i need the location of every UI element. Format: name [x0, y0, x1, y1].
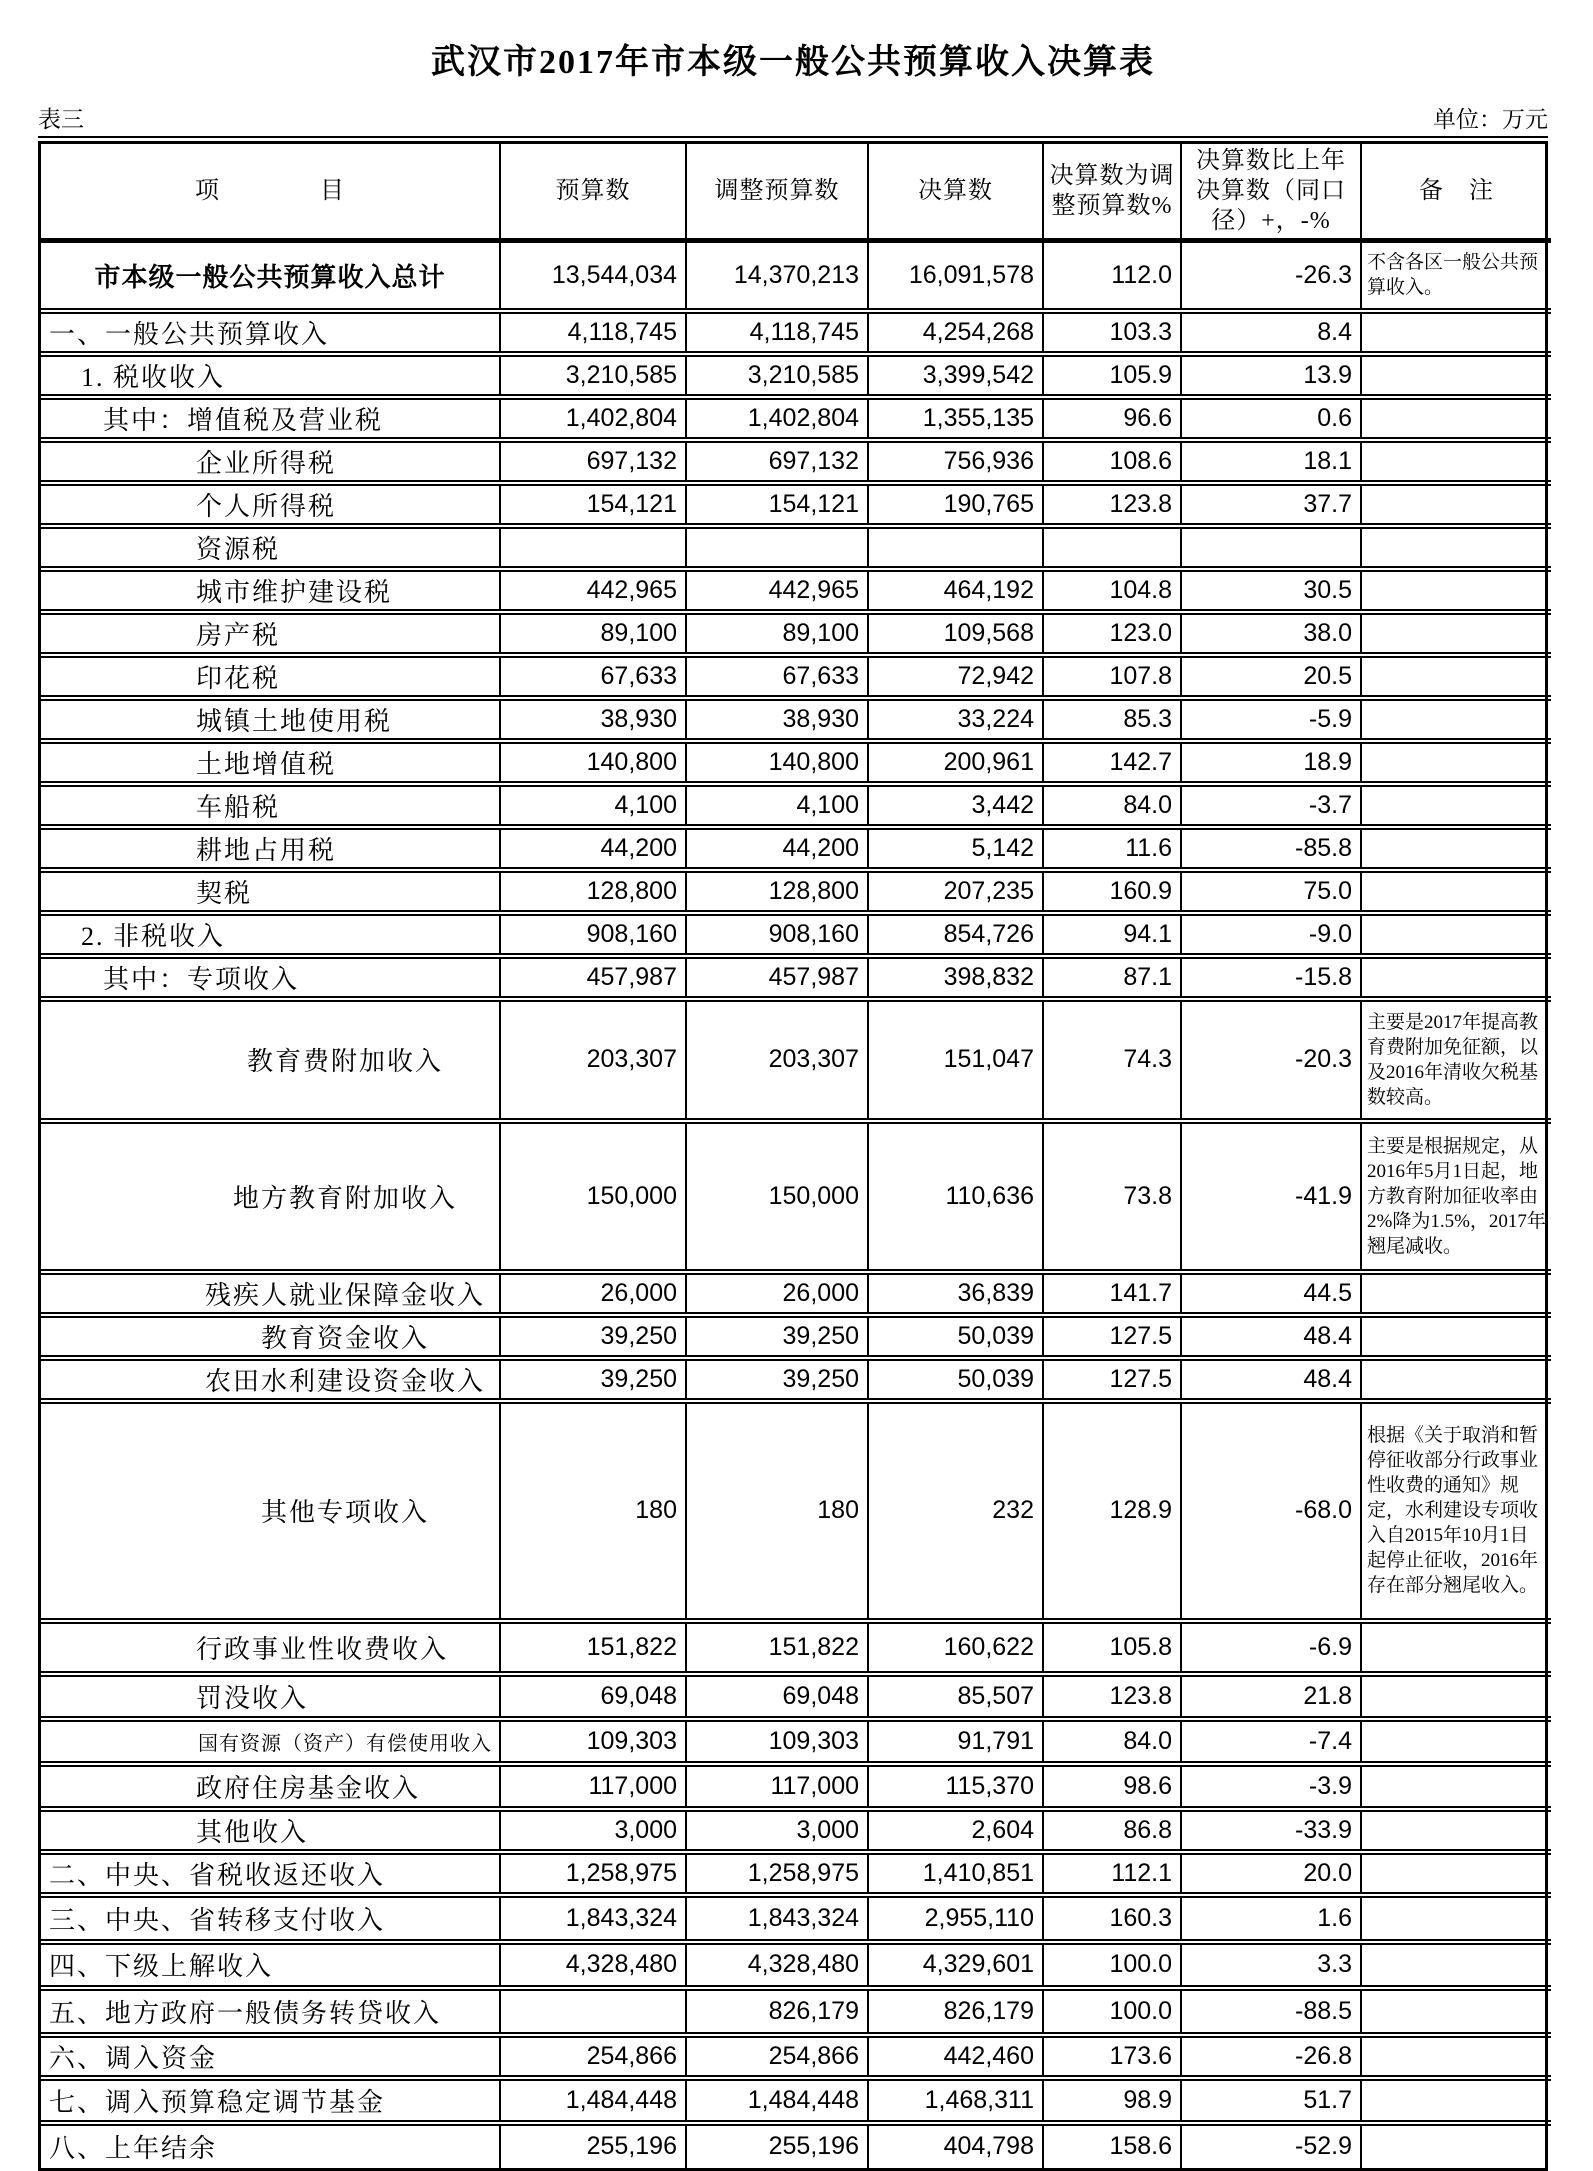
final-cell: 50,039 [868, 1315, 1043, 1358]
adjusted-budget-cell: 4,118,745 [686, 311, 868, 354]
adjusted-budget-cell: 117,000 [686, 1764, 868, 1809]
remark-cell [1361, 1852, 1551, 1895]
final-cell: 854,726 [868, 913, 1043, 956]
yoy-cell: -20.3 [1181, 999, 1361, 1121]
final-cell: 5,142 [868, 827, 1043, 870]
item-cell: 个人所得税 [41, 483, 500, 526]
final-cell: 404,798 [868, 2123, 1043, 2168]
remark-cell [1361, 1315, 1551, 1358]
final-cell: 91,791 [868, 1719, 1043, 1764]
final-cell: 464,192 [868, 569, 1043, 612]
table-row [41, 569, 1551, 612]
item-cell: 城镇土地使用税 [41, 698, 500, 741]
item-cell: 耕地占用税 [41, 827, 500, 870]
remark-cell [1361, 1719, 1551, 1764]
remark-cell: 不含各区一般公共预算收入。 [1361, 241, 1551, 311]
col-header-remark: 备 注 [1361, 144, 1551, 241]
budget-cell: 255,196 [500, 2123, 686, 2168]
item-cell: 其中：专项收入 [41, 956, 500, 999]
remark-cell [1361, 913, 1551, 956]
remark-cell [1361, 741, 1551, 784]
pct-cell: 127.5 [1043, 1358, 1181, 1401]
col-header-adjusted-budget: 调整预算数 [686, 144, 868, 241]
adjusted-budget-cell: 14,370,213 [686, 241, 868, 311]
final-cell: 1,410,851 [868, 1852, 1043, 1895]
item-cell: 七、调入预算稳定调节基金 [41, 2078, 500, 2123]
yoy-cell [1181, 526, 1361, 569]
pct-cell: 84.0 [1043, 1719, 1181, 1764]
table-row [41, 440, 1551, 483]
pct-cell: 73.8 [1043, 1121, 1181, 1272]
remark-cell [1361, 311, 1551, 354]
yoy-cell: -26.8 [1181, 2035, 1361, 2078]
yoy-cell: 48.4 [1181, 1315, 1361, 1358]
adjusted-budget-cell: 39,250 [686, 1358, 868, 1401]
final-cell: 190,765 [868, 483, 1043, 526]
remark-cell [1361, 655, 1551, 698]
remark-cell [1361, 784, 1551, 827]
item-cell: 印花税 [41, 655, 500, 698]
table-row [41, 1809, 1551, 1852]
pct-cell: 100.0 [1043, 1988, 1181, 2035]
final-cell: 3,399,542 [868, 354, 1043, 397]
item-cell: 罚没收入 [41, 1674, 500, 1719]
final-cell: 72,942 [868, 655, 1043, 698]
remark-cell [1361, 526, 1551, 569]
remark-cell [1361, 1272, 1551, 1315]
final-cell [868, 526, 1043, 569]
table-row [41, 999, 1551, 1121]
remark-cell [1361, 440, 1551, 483]
final-cell: 151,047 [868, 999, 1043, 1121]
adjusted-budget-cell [686, 526, 868, 569]
pct-cell: 142.7 [1043, 741, 1181, 784]
budget-cell: 180 [500, 1401, 686, 1621]
remark-cell [1361, 870, 1551, 913]
item-cell: 残疾人就业保障金收入 [41, 1272, 500, 1315]
budget-cell: 4,100 [500, 784, 686, 827]
yoy-cell: -85.8 [1181, 827, 1361, 870]
pct-cell: 84.0 [1043, 784, 1181, 827]
budget-cell: 1,402,804 [500, 397, 686, 440]
yoy-cell: 37.7 [1181, 483, 1361, 526]
yoy-cell: 1.6 [1181, 1895, 1361, 1942]
table-meta [38, 101, 1548, 138]
final-cell: 1,468,311 [868, 2078, 1043, 2123]
adjusted-budget-cell: 826,179 [686, 1988, 868, 2035]
adjusted-budget-cell: 203,307 [686, 999, 868, 1121]
pct-cell: 160.3 [1043, 1895, 1181, 1942]
table-row [41, 2123, 1551, 2168]
pct-cell: 107.8 [1043, 655, 1181, 698]
table-row [41, 241, 1551, 311]
remark-cell: 主要是根据规定，从2016年5月1日起，地方教育附加征收率由2%降为1.5%，2017年翘尾减收。 [1361, 1121, 1551, 1272]
yoy-cell: -68.0 [1181, 1401, 1361, 1621]
item-cell: 行政事业性收费收入 [41, 1621, 500, 1674]
budget-cell: 151,822 [500, 1621, 686, 1674]
final-cell: 36,839 [868, 1272, 1043, 1315]
budget-cell: 69,048 [500, 1674, 686, 1719]
remark-cell [1361, 1988, 1551, 2035]
final-cell: 109,568 [868, 612, 1043, 655]
table-row [41, 1942, 1551, 1988]
item-cell: 资源税 [41, 526, 500, 569]
yoy-cell: 30.5 [1181, 569, 1361, 612]
pct-cell: 104.8 [1043, 569, 1181, 612]
item-cell: 房产税 [41, 612, 500, 655]
budget-cell: 1,258,975 [500, 1852, 686, 1895]
final-cell: 115,370 [868, 1764, 1043, 1809]
table-row [41, 1988, 1551, 2035]
final-cell: 85,507 [868, 1674, 1043, 1719]
table-row [41, 1852, 1551, 1895]
pct-cell: 105.9 [1043, 354, 1181, 397]
yoy-cell: 20.5 [1181, 655, 1361, 698]
remark-cell [1361, 1942, 1551, 1988]
budget-cell: 38,930 [500, 698, 686, 741]
final-cell: 4,254,268 [868, 311, 1043, 354]
budget-cell: 44,200 [500, 827, 686, 870]
adjusted-budget-cell: 1,484,448 [686, 2078, 868, 2123]
table-body [41, 241, 1551, 2168]
item-cell: 五、地方政府一般债务转贷收入 [41, 1988, 500, 2035]
budget-table [38, 141, 1548, 2171]
table-row [41, 1121, 1551, 1272]
table-row [41, 1764, 1551, 1809]
remark-cell [1361, 354, 1551, 397]
table-row [41, 612, 1551, 655]
remark-cell [1361, 569, 1551, 612]
adjusted-budget-cell: 697,132 [686, 440, 868, 483]
yoy-cell: -3.9 [1181, 1764, 1361, 1809]
pct-cell: 85.3 [1043, 698, 1181, 741]
yoy-cell: 44.5 [1181, 1272, 1361, 1315]
yoy-cell: 51.7 [1181, 2078, 1361, 2123]
table-row [41, 483, 1551, 526]
table-header [41, 144, 1551, 241]
budget-cell: 26,000 [500, 1272, 686, 1315]
table-row [41, 397, 1551, 440]
item-cell: 城市维护建设税 [41, 569, 500, 612]
item-cell: 二、中央、省税收返还收入 [41, 1852, 500, 1895]
adjusted-budget-cell: 254,866 [686, 2035, 868, 2078]
budget-cell [500, 526, 686, 569]
yoy-cell: -41.9 [1181, 1121, 1361, 1272]
item-cell: 农田水利建设资金收入 [41, 1358, 500, 1401]
adjusted-budget-cell: 1,402,804 [686, 397, 868, 440]
remark-cell [1361, 612, 1551, 655]
yoy-cell: -5.9 [1181, 698, 1361, 741]
item-cell: 教育资金收入 [41, 1315, 500, 1358]
adjusted-budget-cell: 154,121 [686, 483, 868, 526]
adjusted-budget-cell: 69,048 [686, 1674, 868, 1719]
item-cell: 其中：增值税及营业税 [41, 397, 500, 440]
remark-cell [1361, 1764, 1551, 1809]
table-row [41, 913, 1551, 956]
table-row [41, 2035, 1551, 2078]
budget-cell: 3,000 [500, 1809, 686, 1852]
item-cell: 契税 [41, 870, 500, 913]
remark-cell [1361, 483, 1551, 526]
budget-cell: 67,633 [500, 655, 686, 698]
item-cell: 教育费附加收入 [41, 999, 500, 1121]
yoy-cell: 8.4 [1181, 311, 1361, 354]
remark-cell [1361, 1895, 1551, 1942]
pct-cell: 112.0 [1043, 241, 1181, 311]
adjusted-budget-cell: 442,965 [686, 569, 868, 612]
adjusted-budget-cell: 44,200 [686, 827, 868, 870]
col-header-yoy: 决算数比上年决算数（同口径）+，-% [1181, 144, 1361, 241]
remark-cell: 根据《关于取消和暂停征收部分行政事业性收费的通知》规定，水利建设专项收入自2015年10月1日起停止征收，2016年存在部分翘尾收入。 [1361, 1401, 1551, 1621]
pct-cell: 158.6 [1043, 2123, 1181, 2168]
final-cell: 33,224 [868, 698, 1043, 741]
item-cell: 其他专项收入 [41, 1401, 500, 1621]
pct-cell: 123.8 [1043, 1674, 1181, 1719]
item-cell: 其他收入 [41, 1809, 500, 1852]
adjusted-budget-cell: 908,160 [686, 913, 868, 956]
final-cell: 16,091,578 [868, 241, 1043, 311]
final-cell: 756,936 [868, 440, 1043, 483]
item-cell: 市本级一般公共预算收入总计 [41, 241, 500, 311]
pct-cell: 123.8 [1043, 483, 1181, 526]
table-row [41, 1272, 1551, 1315]
pct-cell: 127.5 [1043, 1315, 1181, 1358]
budget-cell: 908,160 [500, 913, 686, 956]
table-row [41, 2078, 1551, 2123]
remark-cell [1361, 397, 1551, 440]
final-cell: 160,622 [868, 1621, 1043, 1674]
yoy-cell: 13.9 [1181, 354, 1361, 397]
yoy-cell: 48.4 [1181, 1358, 1361, 1401]
yoy-cell: -3.7 [1181, 784, 1361, 827]
pct-cell: 86.8 [1043, 1809, 1181, 1852]
yoy-cell: -88.5 [1181, 1988, 1361, 2035]
budget-cell [500, 1988, 686, 2035]
budget-cell: 254,866 [500, 2035, 686, 2078]
final-cell: 442,460 [868, 2035, 1043, 2078]
pct-cell: 160.9 [1043, 870, 1181, 913]
yoy-cell: 21.8 [1181, 1674, 1361, 1719]
col-header-item: 项 目 [41, 144, 500, 241]
pct-cell: 87.1 [1043, 956, 1181, 999]
pct-cell: 141.7 [1043, 1272, 1181, 1315]
adjusted-budget-cell: 255,196 [686, 2123, 868, 2168]
adjusted-budget-cell: 3,210,585 [686, 354, 868, 397]
adjusted-budget-cell: 1,258,975 [686, 1852, 868, 1895]
yoy-cell: -7.4 [1181, 1719, 1361, 1764]
pct-cell: 100.0 [1043, 1942, 1181, 1988]
budget-cell: 39,250 [500, 1315, 686, 1358]
adjusted-budget-cell: 150,000 [686, 1121, 868, 1272]
adjusted-budget-cell: 457,987 [686, 956, 868, 999]
budget-cell: 89,100 [500, 612, 686, 655]
item-cell: 政府住房基金收入 [41, 1764, 500, 1809]
yoy-cell: 18.9 [1181, 741, 1361, 784]
table-row [41, 870, 1551, 913]
remark-cell [1361, 698, 1551, 741]
adjusted-budget-cell: 89,100 [686, 612, 868, 655]
remark-cell [1361, 827, 1551, 870]
yoy-cell: -6.9 [1181, 1621, 1361, 1674]
pct-cell: 128.9 [1043, 1401, 1181, 1621]
adjusted-budget-cell: 4,100 [686, 784, 868, 827]
remark-cell [1361, 1674, 1551, 1719]
pct-cell: 94.1 [1043, 913, 1181, 956]
table-row [41, 311, 1551, 354]
adjusted-budget-cell: 1,843,324 [686, 1895, 868, 1942]
item-cell: 1. 税收收入 [41, 354, 500, 397]
adjusted-budget-cell: 140,800 [686, 741, 868, 784]
budget-cell: 3,210,585 [500, 354, 686, 397]
pct-cell: 108.6 [1043, 440, 1181, 483]
pct-cell: 11.6 [1043, 827, 1181, 870]
yoy-cell: 75.0 [1181, 870, 1361, 913]
remark-cell: 主要是2017年提高教育费附加免征额，以及2016年清收欠税基数较高。 [1361, 999, 1551, 1121]
pct-cell: 105.8 [1043, 1621, 1181, 1674]
yoy-cell: -9.0 [1181, 913, 1361, 956]
table-row [41, 784, 1551, 827]
table-row [41, 1895, 1551, 1942]
table-row [41, 1401, 1551, 1621]
col-header-budget: 预算数 [500, 144, 686, 241]
budget-cell: 457,987 [500, 956, 686, 999]
final-cell: 1,355,135 [868, 397, 1043, 440]
final-cell: 110,636 [868, 1121, 1043, 1272]
item-cell: 一、一般公共预算收入 [41, 311, 500, 354]
table-row [41, 655, 1551, 698]
final-cell: 4,329,601 [868, 1942, 1043, 1988]
page-title: 武汉市2017年市本级一般公共预算收入决算表 [431, 44, 1155, 81]
pct-cell: 173.6 [1043, 2035, 1181, 2078]
budget-cell: 4,328,480 [500, 1942, 686, 1988]
budget-cell: 39,250 [500, 1358, 686, 1401]
final-cell: 826,179 [868, 1988, 1043, 2035]
final-cell: 232 [868, 1401, 1043, 1621]
yoy-cell: -26.3 [1181, 241, 1361, 311]
item-cell: 地方教育附加收入 [41, 1121, 500, 1272]
final-cell: 50,039 [868, 1358, 1043, 1401]
item-cell: 2. 非税收入 [41, 913, 500, 956]
pct-cell: 98.6 [1043, 1764, 1181, 1809]
table-row [41, 741, 1551, 784]
final-cell: 200,961 [868, 741, 1043, 784]
item-cell: 车船税 [41, 784, 500, 827]
final-cell: 398,832 [868, 956, 1043, 999]
budget-cell: 154,121 [500, 483, 686, 526]
table-row [41, 1719, 1551, 1764]
table-row [41, 1674, 1551, 1719]
adjusted-budget-cell: 67,633 [686, 655, 868, 698]
yoy-cell: -33.9 [1181, 1809, 1361, 1852]
adjusted-budget-cell: 151,822 [686, 1621, 868, 1674]
table-row [41, 827, 1551, 870]
budget-revenue-table [41, 144, 1551, 2168]
item-cell: 六、调入资金 [41, 2035, 500, 2078]
table-row [41, 526, 1551, 569]
remark-cell [1361, 2035, 1551, 2078]
budget-cell: 697,132 [500, 440, 686, 483]
budget-cell: 150,000 [500, 1121, 686, 1272]
budget-cell: 117,000 [500, 1764, 686, 1809]
yoy-cell: -52.9 [1181, 2123, 1361, 2168]
budget-cell: 4,118,745 [500, 311, 686, 354]
final-cell: 2,604 [868, 1809, 1043, 1852]
unit-label: 单位：万元 [1433, 107, 1548, 132]
remark-cell [1361, 1809, 1551, 1852]
item-cell: 四、下级上解收入 [41, 1942, 500, 1988]
yoy-cell: 18.1 [1181, 440, 1361, 483]
budget-cell: 203,307 [500, 999, 686, 1121]
pct-cell [1043, 526, 1181, 569]
col-header-pct-of-adjusted: 决算数为调整预算数% [1043, 144, 1181, 241]
table-row [41, 354, 1551, 397]
table-row [41, 1621, 1551, 1674]
pct-cell: 103.3 [1043, 311, 1181, 354]
item-cell: 土地增值税 [41, 741, 500, 784]
adjusted-budget-cell: 128,800 [686, 870, 868, 913]
remark-cell [1361, 956, 1551, 999]
budget-cell: 140,800 [500, 741, 686, 784]
pct-cell: 98.9 [1043, 2078, 1181, 2123]
yoy-cell: 3.3 [1181, 1942, 1361, 1988]
budget-cell: 128,800 [500, 870, 686, 913]
pct-cell: 112.1 [1043, 1852, 1181, 1895]
remark-cell [1361, 1621, 1551, 1674]
budget-cell: 1,843,324 [500, 1895, 686, 1942]
item-cell: 三、中央、省转移支付收入 [41, 1895, 500, 1942]
item-cell: 国有资源（资产）有偿使用收入 [41, 1719, 500, 1764]
yoy-cell: 38.0 [1181, 612, 1361, 655]
table-row [41, 956, 1551, 999]
final-cell: 2,955,110 [868, 1895, 1043, 1942]
col-header-final: 决算数 [868, 144, 1043, 241]
adjusted-budget-cell: 38,930 [686, 698, 868, 741]
table-row [41, 1358, 1551, 1401]
budget-cell: 1,484,448 [500, 2078, 686, 2123]
adjusted-budget-cell: 109,303 [686, 1719, 868, 1764]
adjusted-budget-cell: 26,000 [686, 1272, 868, 1315]
adjusted-budget-cell: 39,250 [686, 1315, 868, 1358]
table-row [41, 1315, 1551, 1358]
item-cell: 八、上年结余 [41, 2123, 500, 2168]
budget-cell: 109,303 [500, 1719, 686, 1764]
budget-cell: 13,544,034 [500, 241, 686, 311]
yoy-cell: 0.6 [1181, 397, 1361, 440]
adjusted-budget-cell: 4,328,480 [686, 1942, 868, 1988]
yoy-cell: 20.0 [1181, 1852, 1361, 1895]
item-cell: 企业所得税 [41, 440, 500, 483]
final-cell: 3,442 [868, 784, 1043, 827]
remark-cell [1361, 1358, 1551, 1401]
adjusted-budget-cell: 3,000 [686, 1809, 868, 1852]
pct-cell: 96.6 [1043, 397, 1181, 440]
remark-cell [1361, 2078, 1551, 2123]
header-row [41, 144, 1551, 241]
budget-cell: 442,965 [500, 569, 686, 612]
adjusted-budget-cell: 180 [686, 1401, 868, 1621]
remark-cell [1361, 2123, 1551, 2168]
pct-cell: 74.3 [1043, 999, 1181, 1121]
yoy-cell: -15.8 [1181, 956, 1361, 999]
table-row [41, 698, 1551, 741]
table-number-label: 表三 [38, 107, 84, 132]
final-cell: 207,235 [868, 870, 1043, 913]
pct-cell: 123.0 [1043, 612, 1181, 655]
